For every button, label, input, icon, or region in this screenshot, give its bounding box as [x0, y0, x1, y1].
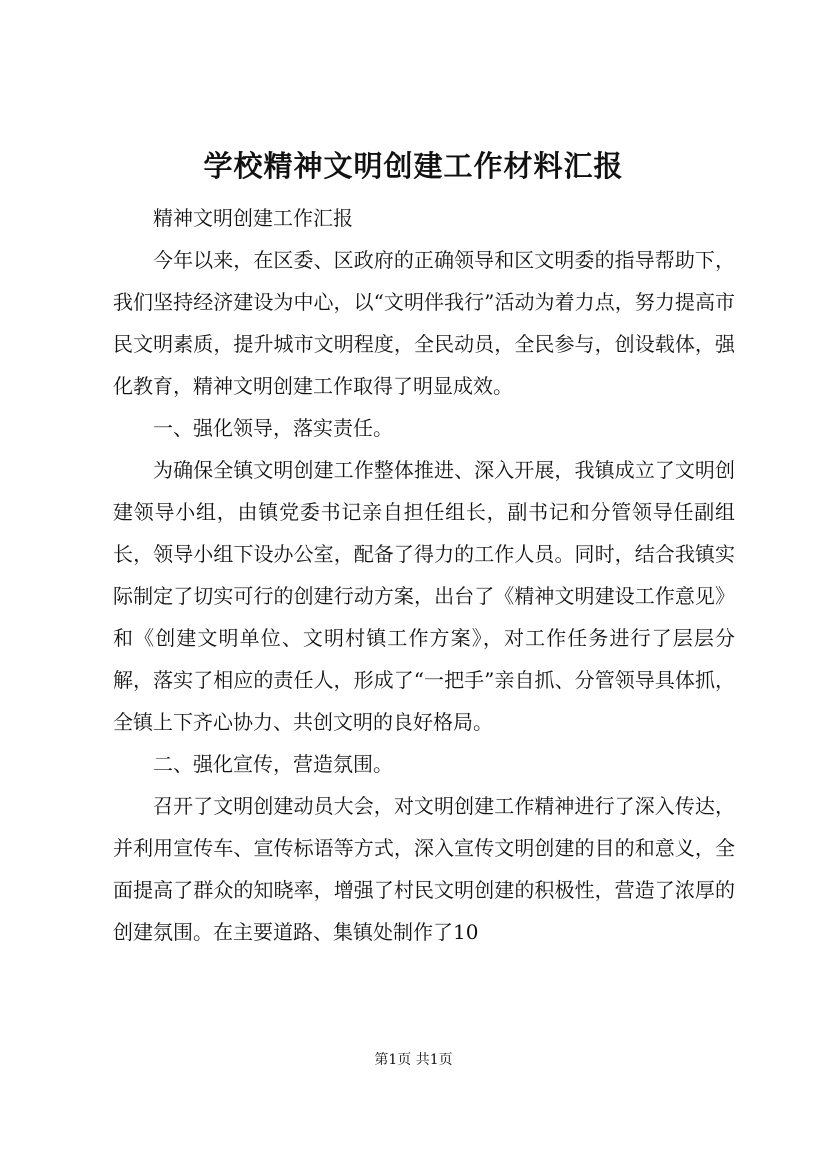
paragraph-intro: 今年以来，在区委、区政府的正确领导和区文明委的指导帮助下，我们坚持经济建设为中心，以“文明伴我行”活动为着力点，努力提高市民文明素质，提升城市文明程度，全民动员，全民参与，创设载体，强化教育，精神文明创建工作取得了明显成效。: [113, 248, 735, 398]
section-heading-2: 二、强化宣传，营造氛围。: [153, 752, 393, 776]
paragraph-section-2: 召开了文明创建动员大会，对文明创建工作精神进行了深入传达，并利用宣传车、宣传标语等方式，深入宣传文明创建的目的和意义，全面提高了群众的知晓率，增强了村民文明创建的积极性，营造了浓厚的创建氛围。在主要道路、集镇处制作了10: [113, 794, 735, 944]
paragraph-subtitle: 精神文明创建工作汇报: [153, 206, 353, 230]
section-heading-1: 一、强化领导，落实责任。: [153, 416, 393, 440]
page-footer: 第1页 共1页: [374, 1052, 453, 1068]
document-title: 学校精神文明创建工作材料汇报: [203, 149, 624, 183]
document-body: [113, 197, 735, 953]
paragraph-section-1: 为确保全镇文明创建工作整体推进、深入开展，我镇成立了文明创建领导小组，由镇党委书记亲自担任组长，副书记和分管领导任副组长，领导小组下设办公室，配备了得力的工作人员。同时，结合我镇实际制定了切实可行的创建行动方案，出台了《精神文明建设工作意见》和《创建文明单位、文明村镇工作方案》，对工作任务进行了层层分解，落实了相应的责任人，形成了“一把手”亲自抓、分管领导具体抓，全镇上下齐心协力、共创文明的良好格局。: [113, 458, 735, 734]
